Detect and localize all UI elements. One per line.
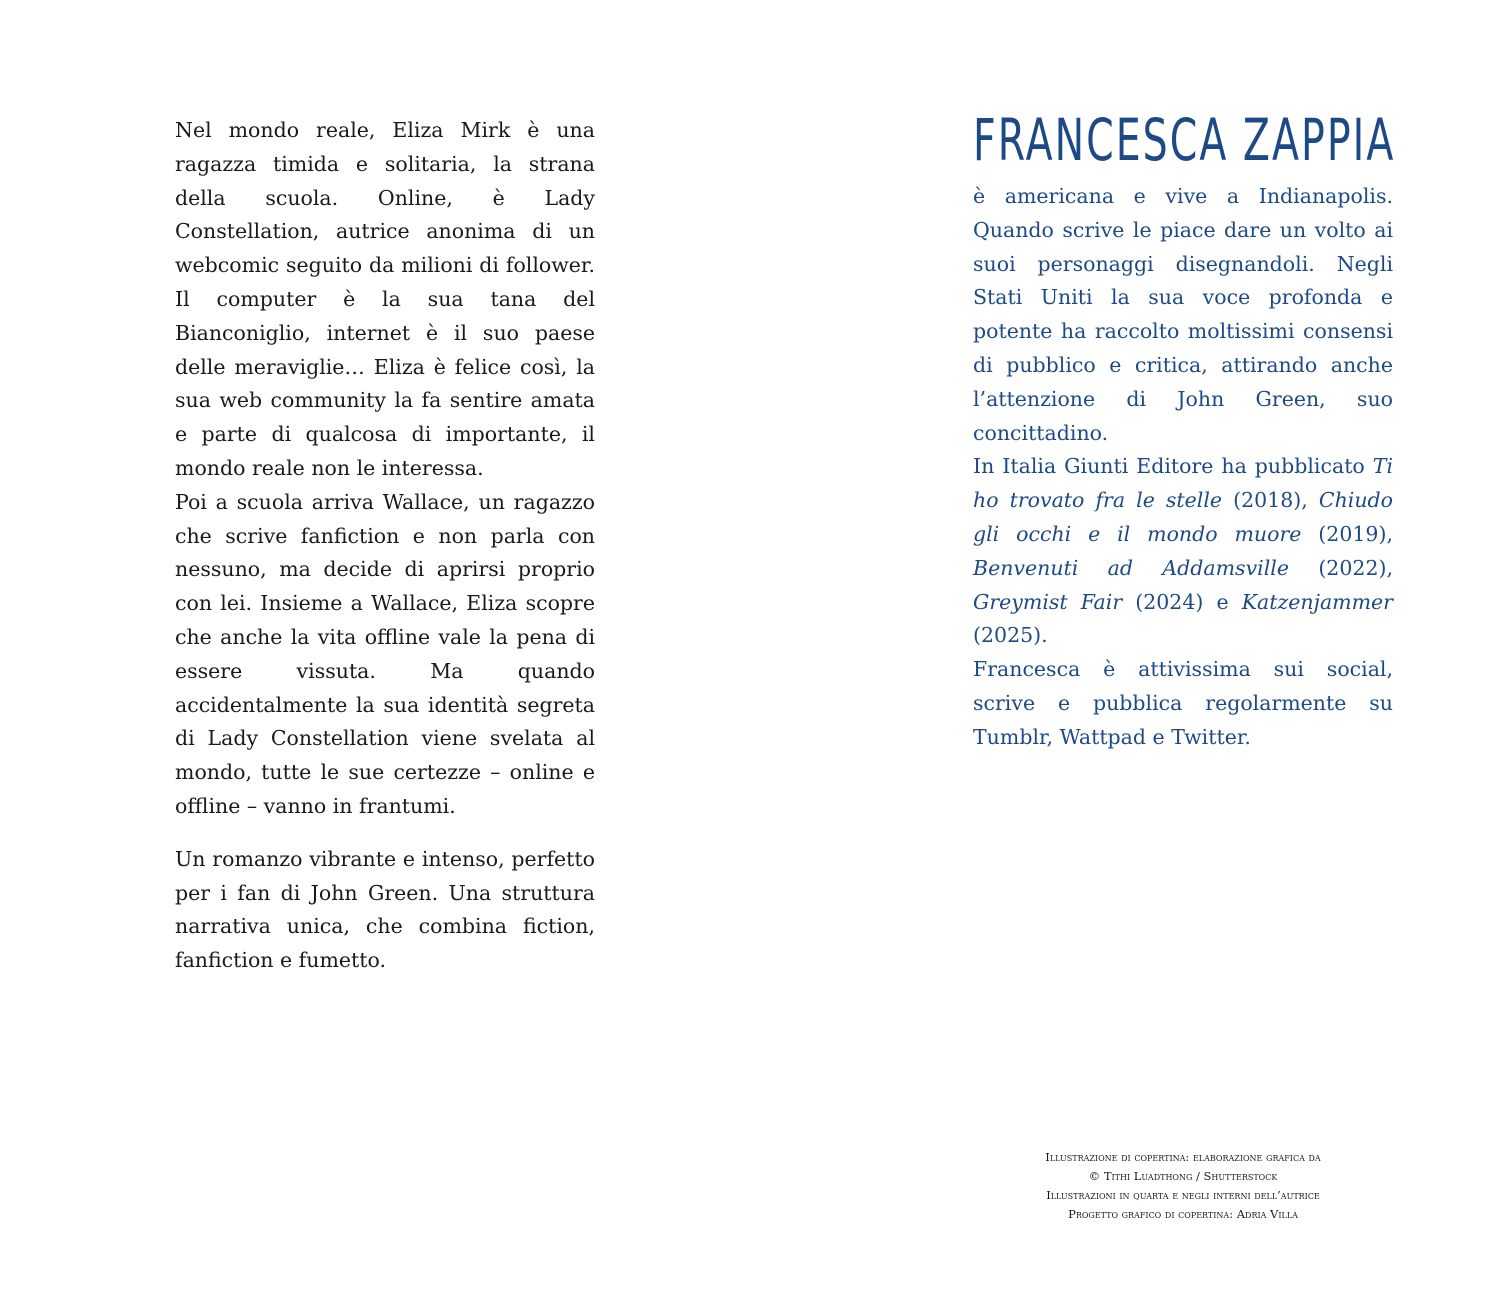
- credit-line-4: Progetto grafico di copertina: Adria Villa: [1068, 1207, 1298, 1221]
- author-name: FRANCESCA ZAPPIA: [973, 106, 1396, 174]
- book-year-3: (2022),: [1288, 555, 1393, 580]
- author-bibliography: [973, 450, 1393, 653]
- credit-line-2: © Tithi Luadthong / Shutterstock: [1088, 1169, 1278, 1183]
- book-year-4: (2024) e: [1122, 589, 1242, 614]
- book-title-1: Ti ho trovato fra le stelle: [973, 454, 1393, 513]
- credit-line-3: Illustrazioni in quarta e negli interni dell’autrice: [1046, 1188, 1320, 1202]
- bibliography-lead: In Italia Giunti Editore ha pubblicato: [973, 454, 1373, 479]
- book-title-5: Katzenjammer: [1241, 589, 1393, 614]
- book-year-2: (2019),: [1301, 521, 1393, 546]
- blurb-paragraph-1: Nel mondo reale, Eliza Mirk è una ragazza timida e solitaria, la strana della scuola. Online, è Lady Constellation, autrice anonima di un webcomic seguito da milioni di follower. Il computer è la sua tana del Bianconiglio, internet è il suo paese delle meraviglie… Eliza è felice così, la sua web community la fa sentire amata e parte di qualcosa di importante, il mondo reale non le interessa.: [175, 118, 595, 480]
- blurb-paragraph-3: Un romanzo vibrante e intenso, perfetto per i fan di John Green. Una struttura narrativa unica, che combina fiction, fanfiction e fumetto.: [175, 846, 595, 973]
- credit-line-1: Illustrazione di copertina: elaborazione grafica da: [1045, 1150, 1321, 1164]
- author-bio-social: Francesca è attivissima sui social, scrive e pubblica regolarmente su Tumblr, Wattpad e Twitter.: [973, 657, 1393, 749]
- author-section: [973, 100, 1396, 755]
- book-title-3: Benvenuti ad Addamsville: [973, 555, 1289, 580]
- book-title-2: Chiudo gli occhi e il mondo muore: [973, 488, 1394, 546]
- book-year-5: (2025).: [973, 623, 1048, 648]
- book-title-4: Greymist Fair: [973, 589, 1123, 614]
- book-year-1: (2018),: [1222, 488, 1319, 513]
- blurb-paragraph-2: Poi a scuola arriva Wallace, un ragazzo che scrive fanfiction e non parla con nessuno, ma decide di aprirsi proprio con lei. Insieme a Wallace, Eliza scopre che anche la vita offline vale la pena di essere vissuta. Ma quando accidentalmente la sua identità segreta di Lady Constellation viene svelata al mondo, tutte le sue certezze – online e offline – vanno in frantumi.: [175, 489, 595, 818]
- cover-credits: [983, 1148, 1383, 1224]
- author-bio: [973, 180, 1393, 755]
- author-bio-intro: è americana e vive a Indianapolis. Quando scrive le piace dare un volto ai suoi personaggi disegnandoli. Negli Stati Uniti la sua voce profonda e potente ha raccolto moltissimi consensi di pubblico e critica, attirando anche l’attenzione di John Green, suo concittadino.: [973, 184, 1393, 445]
- back-cover-blurb: [175, 114, 595, 978]
